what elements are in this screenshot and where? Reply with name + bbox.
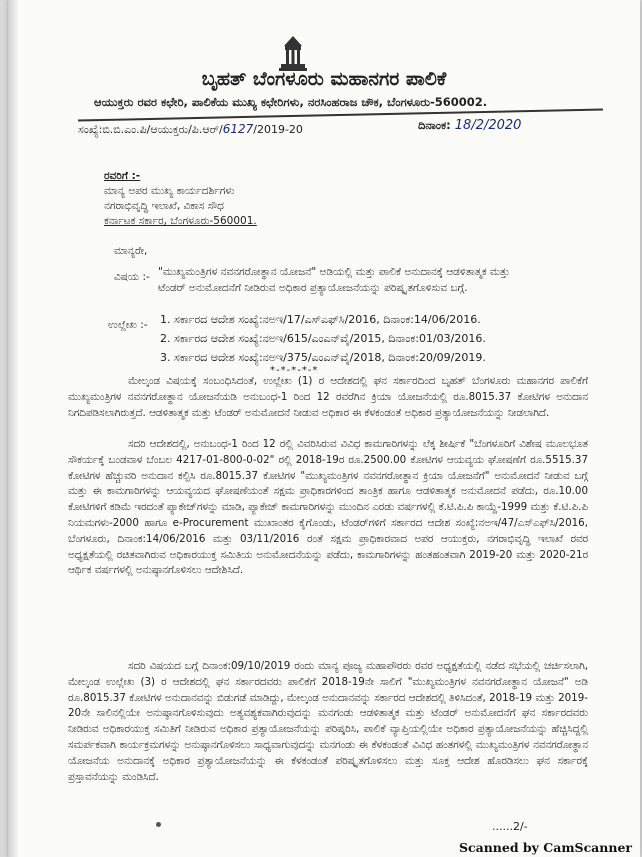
document-page xyxy=(8,0,640,857)
separator-stars: *-*-*-*-* xyxy=(270,365,319,376)
ref-handwritten-number: 6127 xyxy=(222,122,254,136)
page-edge-shadow xyxy=(8,0,18,857)
recipient-line-2: ನಗರಾಭಿವೃದ್ಧಿ ಇಲಾಖೆ, ವಿಕಾಸ ಸೌಧ xyxy=(104,200,224,212)
office-address: ಆಯುಕ್ತರು ರವರ ಕಛೇರಿ, ಪಾಲಿಕೆಯ ಮುಖ್ಯ ಕಛೇರಿಗಳು, ನರಸಿಂಹರಾಜ ಚೌಕ, ಬೆಂಗಳೂರು-560002. xyxy=(94,95,488,109)
paragraph-text: ಮೇಲ್ಕಂಡ ವಿಷಯಕ್ಕೆ ಸಂಬಂಧಿಸಿದಂತೆ, ಉಲ್ಲೇಖ (1) ರ ಆದೇಶದಲ್ಲಿ ಘನ ಸರ್ಕಾರದಿಂದ ಬೃಹತ್ ಬೆಂಗಳೂರು ಮಹಾನಗರ ಪಾಲಿಕೆಗೆ ಮುಖ್ಯಮಂತ್ರಿಗಳ ನವನಗರೋತ್ಥಾನ ಯೋಜನೆಯಡಿ ಅನುಬಂಧ-1 ರಿಂದ 12 ರವರೆಗಿನ ಕ್ರಿಯಾ ಯೋಜನೆಯಲ್ಲಿ ರೂ.8015.37 ಕೋಟಿಗಳ ಅನುದಾನ ನಿಗದಿಪಡಿಸಲಾಗಿರುತ್ತದೆ. ಆಡಳಿತಾತ್ಮಕ ಮತ್ತು ಟೆಂಡರ್ ಅನುಮೋದನೆ ನೀಡುವ ಅಧಿಕಾರ ಈ ಕೆಳಕಂಡಂತೆ ಅಧಿಕಾರ ಪ್ರತ್ಯಾಯೋಜನೆಯನ್ನು ನೀಡಲಾಗಿದೆ. xyxy=(68,375,588,419)
salutation: ಮಾನ್ಯರೇ, xyxy=(114,245,148,257)
letter-date xyxy=(418,118,521,133)
body-paragraph-3 xyxy=(68,659,588,785)
org-title: ಬೃಹತ್ ಬೆಂಗಳೂರು ಮಹಾನಗರ ಪಾಲಿಕೆ xyxy=(201,68,447,90)
body-paragraph-2 xyxy=(68,437,588,579)
date-handwritten: 18/2/2020 xyxy=(454,118,522,133)
reference-number xyxy=(78,122,303,137)
body-paragraph-1 xyxy=(68,374,588,421)
header-divider xyxy=(78,109,603,122)
ref-suffix: /2019-20 xyxy=(253,123,303,136)
subject-text: "ಮುಖ್ಯಮಂತ್ರಿಗಳ ನವನಗರೋತ್ಥಾನ ಯೋಜನೆ" ಅಡಿಯಲ್ಲಿ ಮತ್ತು ಪಾಲಿಕೆ ಅನುದಾನಕ್ಕೆ ಆಡಳಿತಾತ್ಮಕ ಮತ್ತು ಟೆಂಡರ್ ಅನುಮೋದನೆಗೆ ನೀಡಿರುವ ಅಧಿಕಾರ ಪ್ರತ್ಯಾಯೋಜನೆಯನ್ನು ಪರಿಷ್ಕೃತಗೊಳಿಸುವ ಬಗ್ಗೆ. xyxy=(158,266,510,294)
subject-label: ವಿಷಯ :- xyxy=(114,271,150,283)
scan-speck xyxy=(156,822,161,827)
references-label: ಉಲ್ಲೇಖ :- xyxy=(108,319,148,331)
paragraph-text: ಸದರಿ ವಿಷಯದ ಬಗ್ಗೆ ದಿನಾಂಕ:09/10/2019 ರಂದು ಮಾನ್ಯ ಪೂಜ್ಯ ಮಹಾಪೌರರು ರವರ ಅಧ್ಯಕ್ಷತೆಯಲ್ಲಿ ನಡೆದ ಸಭೆಯಲ್ಲಿ ಚರ್ಚಿಸಲಾಗಿ, ಮೇಲ್ಕಂಡ ಉಲ್ಲೇಖ (3) ರ ಆದೇಶದಲ್ಲಿ ಘನ ಸರ್ಕಾರದವರು ಪಾಲಿಕೆಗೆ 2018-19ನೇ ಸಾಲಿಗೆ "ಮುಖ್ಯಮಂತ್ರಿಗಳ ನವನಗರೋತ್ಥಾನ ಯೋಜನೆ" ಅಡಿ ರೂ.8015.37 ಕೋಟಿಗಳ ಅನುದಾನವನ್ನು ಬಿಡುಗಡೆ ಮಾಡಿದ್ದು, ಮೇಲ್ಕಂಡ ಅನುದಾನವನ್ನು ಸರ್ಕಾರದ ಆದೇಶದಲ್ಲಿ ತಿಳಿಸಿದಂತೆ, 2018-19 ಮತ್ತು 2019-20ನೇ ಸಾಲಿನಲ್ಲಿಯೇ ಅನುಷ್ಠಾನಗೊಳಿಸುವುದು ಅತ್ಯವಶ್ಯಕವಾಗಿರುವುದನ್ನು ಮನಗಂಡು ಆಡಳಿತಾತ್ಮಕ ಮತ್ತು ಟೆಂಡರ್ ಅನುಮೋದನೆಗೆ ಘನ ಸರ್ಕಾರದವರು ನೀಡಿರುವ ಅಧಿಕಾರಯುಕ್ತ ಸಮಿತಿಗೆ ನೀಡಿರುವ ಅಧಿಕಾರ ಪ್ರತ್ಯಾಯೋಜನೆಯನ್ನು ಪರಿಷ್ಕರಿಸಿ, ಪಾಲಿಕೆ ವ್ಯಾಪ್ತಿಯಲ್ಲಿಯೇ ಅಧಿಕಾರ ಪ್ರತ್ಯಾಯೋಜನೆಯನ್ನು ಹೆಚ್ಚಿಸಿದ್ದಲ್ಲಿ ಸಮರ್ಪಕವಾಗಿ ಕಾರ್ಯಕ್ರಮಗಳನ್ನು ಅನುಷ್ಠಾನಗೊಳಿಸಲು ಸಾಧ್ಯವಾಗುವುದನ್ನು ಮನಗಂಡು ಈ ಕೆಳಕಂಡಂತೆ ವಿವಿಧ ಹಂತಗಳಲ್ಲಿ ಮುಖ್ಯಮಂತ್ರಿಗಳ ನವನಗರೋತ್ಥಾನ ಯೋಜನೆಯ ಅನುದಾನಕ್ಕೆ ಅಧಿಕಾರ ಪ್ರತ್ಯಾಯೋಜನೆಯನ್ನು ಈ ಕೆಳಕಂಡಂತೆ ಪರಿಷ್ಕೃತಗೊಳಿಸಲು ಮತ್ತು ಸೂಕ್ತ ಆದೇಶ ಹೊರಡಿಸಲು ಘನ ಸರ್ಕಾರಕ್ಕೆ ಪ್ರಸ್ತಾವನೆಯನ್ನು ಮಂಡಿಸಿದೆ. xyxy=(68,660,588,783)
reference-item: 2. ಸರ್ಕಾರದ ಆದೇಶ ಸಂಖ್ಯೆ:ನಅಇ/615/ಎಂಎನ್‌ವೈ/2015, ದಿನಾಂಕ:01/03/2016. xyxy=(160,332,486,345)
date-label: ದಿನಾಂಕ: xyxy=(418,118,451,132)
recipient-line-1: ಮಾನ್ಯ ಅಪರ ಮುಖ್ಯ ಕಾರ್ಯದರ್ಶಿಗಳು xyxy=(104,185,235,197)
reference-item: 1. ಸರ್ಕಾರದ ಆದೇಶ ಸಂಖ್ಯೆ:ನಅಇ/17/ಎಸ್‌ಎಫ್‌ಸಿ/2016, ದಿನಾಂಕ:14/06/2016. xyxy=(160,313,481,326)
scanner-watermark: Scanned by CamScanner xyxy=(458,840,632,855)
ref-prefix: ಸಂಖ್ಯೆ:ಬಿ.ಬಿ.ಎಂ.ಪಿ/ಆಯುಕ್ತರು/ಪಿ.ಆರ್/ xyxy=(78,123,223,136)
page-continuation: ......2/- xyxy=(492,820,528,833)
reference-item: 3. ಸರ್ಕಾರದ ಆದೇಶ ಸಂಖ್ಯೆ:ನಅಇ/375/ಎಂಎನ್‌ವೈ/2018, ದಿನಾಂಕ:20/09/2019. xyxy=(160,351,486,364)
paragraph-text: ಸದರಿ ಆದೇಶದಲ್ಲಿ, ಅನುಬಂಧ-1 ರಿಂದ 12 ರಲ್ಲಿ ವಿವರಿಸಿರುವ ವಿವಿಧ ಕಾಮಗಾರಿಗಳನ್ನು ಲೆಕ್ಕ ಶೀರ್ಷಿಕೆ "ಬೆಂಗಳೂರಿಗೆ ವಿಶೇಷ ಮೂಲಭೂತ ಸೌಕರ್ಯಕ್ಕೆ ಬಂಡವಾಳ ಬೆಂಬಲ 4217-01-800-0-02" ರಲ್ಲಿ 2018-19ರ ರೂ.2500.00 ಕೋಟಿಗಳ ಆಯವ್ಯಯ ಘೋಷಣೆಗೆ ರೂ.5515.37 ಕೋಟಿಗಳ ಹೆಚ್ಚುವರಿ ಅನುದಾನ ಕಲ್ಪಿಸಿ ರೂ.8015.37 ಕೋಟಿಗಳ "ಮುಖ್ಯಮಂತ್ರಿಗಳ ನವನಗರೋತ್ಥಾನ ಕ್ರಿಯಾ ಯೋಜನೆಗೆ" ಅನುಮೋದನೆ ನೀಡುವ ಬಗ್ಗೆ ಮತ್ತು ಈ ಕಾಮಗಾರಿಗಳನ್ನು ಆಯವ್ಯಯದ ಘೋಷಣೆಯಂತೆ ಸಕ್ಷಮ ಪ್ರಾಧಿಕಾರಗಳಿಂದ ತಾಂತ್ರಿಕ ಹಾಗೂ ಆಡಳಿತಾತ್ಮಕ ಅನುಮೋದನೆ ಪಡೆದು, ರೂ.10.00 ಕೋಟಿಗಳಿಗೆ ಕಡಿಮೆ ಇರದಂತೆ ಪ್ಯಾಕೇಜ್‌ಗಳನ್ನು ಮಾಡಿ, ಪ್ಯಾಕೇಜ್ ಕಾಮಗಾರಿಗಳನ್ನು ಮುಂದಿನ ಎರಡು ವರ್ಷಗಳಲ್ಲಿ ಕೆ.ಟಿ.ಪಿ.ಪಿ ಕಾಯ್ದೆ-1999 ಮತ್ತು ಕೆ.ಟಿ.ಪಿ.ಪಿ ನಿಯಮಗಳು-2000 ಹಾಗೂ e-Procurement ಮುಖಾಂತರ ಕೈಗೊಂಡು, ಟೆಂಡರ್‌ಗಳಿಗೆ ಸರ್ಕಾರದ ಆದೇಶ ಸಂಖ್ಯೆ:ನಅಇ/47/ಎಸ್‌ಎಫ್‌ಸಿ/2016, ಬೆಂಗಳೂರು, ದಿನಾಂಕ:14/06/2016 ಮತ್ತು 03/11/2016 ರಂತೆ ಸಕ್ಷಮ ಪ್ರಾಧಿಕಾರವಾದ ಅಪರ ಆಯುಕ್ತರು, ನಗರಾಭಿವೃದ್ಧಿ ಇಲಾಖೆ ರವರ ಅಧ್ಯಕ್ಷತೆಯಲ್ಲಿ ರಚಿತವಾಗಿರುವ ಅಧಿಕಾರಯುಕ್ತ ಸಮಿತಿಯ ಅನುಮೋದನೆಯನ್ನು ಪಡೆದು, ಕಾಮಗಾರಿಗಳನ್ನು ಹಂತಹಂತವಾಗಿ 2019-20 ಮತ್ತು 2020-21ರ ಆರ್ಥಿಕ ವರ್ಷಗಳಲ್ಲಿ ಅನುಷ್ಠಾನಗೊಳಿಸಲು ಆದೇಶಿಸಿದೆ. xyxy=(68,438,588,577)
recipient-line-3: ಕರ್ನಾಟಕ ಸರ್ಕಾರ, ಬೆಂಗಳೂರು-560001. xyxy=(104,215,257,227)
recipient-heading: ರವರಿಗೆ :- xyxy=(104,170,141,182)
